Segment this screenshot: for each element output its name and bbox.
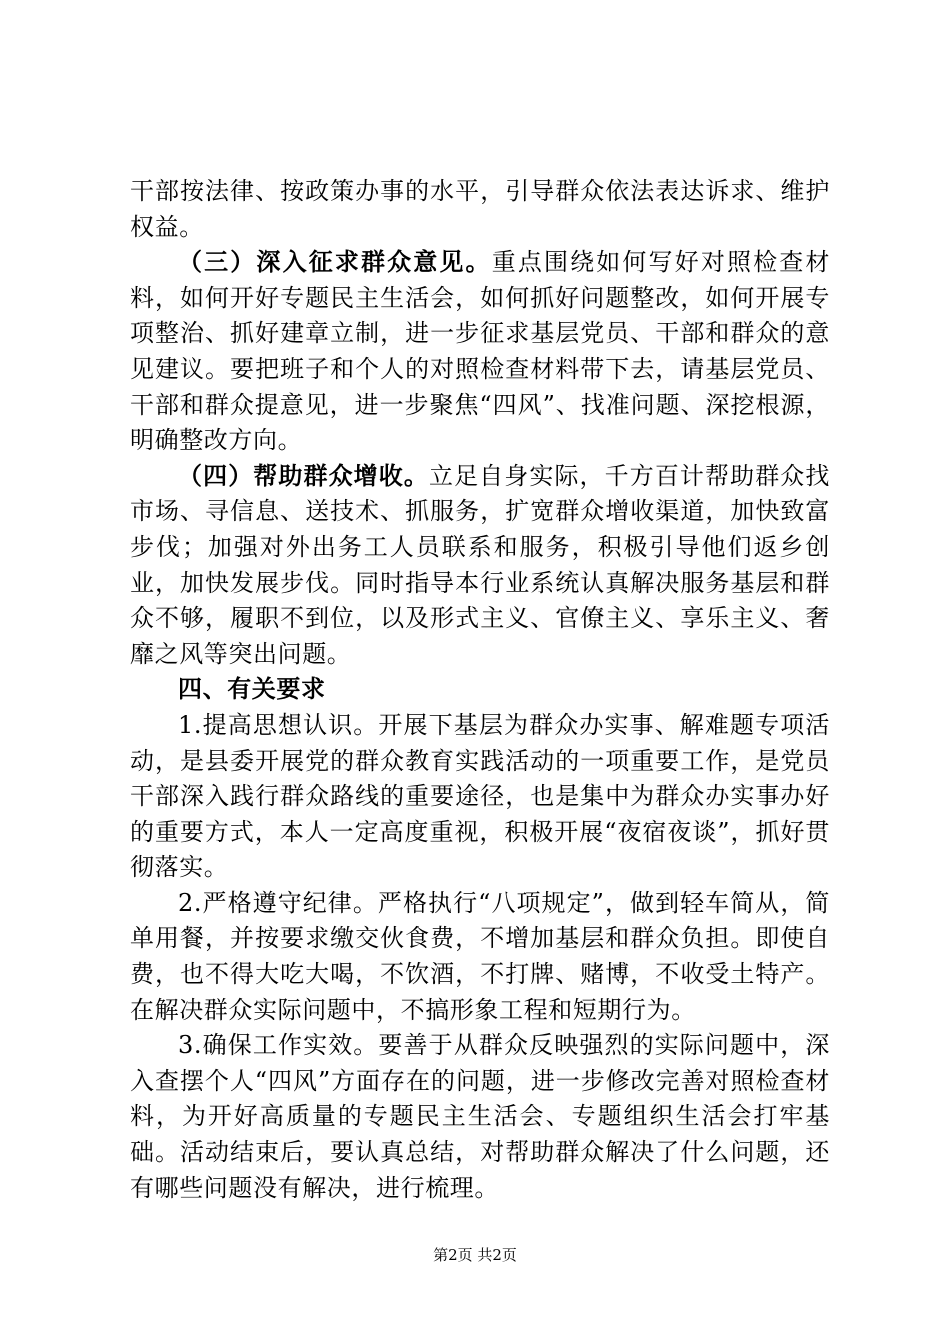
page-footer: 第2页 共2页 — [433, 1246, 517, 1264]
paragraph-continuation — [130, 174, 830, 245]
paragraph-lead: （三）深入征求群众意见。 — [178, 248, 492, 277]
requirement-item: 1.提高思想认识。开展下基层为群众办实事、解难题专项活动，是县委开展党的群众教育实践活动的一项重要工作，是党员干部深入践行群众路线的重要途径，也是集中为群众办实事办好的重要方式，本人一定高度重视，积极开展“夜宿夜谈”，抓好贯彻落实。 — [130, 710, 830, 882]
paragraph-help-income — [130, 459, 830, 673]
requirement-item: 3.确保工作实效。要善于从群众反映强烈的实际问题中，深入查摆个人“四风”方面存在的问题，进一步修改完善对照检查材料，为开好高质量的专题民主生活会、专题组织生活会打牢基础。活动结束后，要认真总结，对帮助群众解决了什么问题，还有哪些问题没有解决，进行梳理。 — [130, 1031, 830, 1202]
paragraph-text: 重点围绕如何写好对照检查材料，如何开好专题民主生活会，如何抓好问题整改，如何开展专项整治、抓好建章立制，进一步征求基层党员、干部和群众的意见建议。要把班子和个人的对照检查材料带下去，请基层党员、干部和群众提意见，进一步聚焦“四风”、找准问题、深挖根源，明确整改方向。 — [130, 248, 830, 455]
paragraph-lead: （四）帮助群众增收。 — [178, 461, 429, 490]
document-body — [130, 174, 830, 1206]
paragraph-text: 立足自身实际，千方百计帮助群众找市场、寻信息、送技术、抓服务，扩宽群众增收渠道，加快致富步伐；加强对外出务工人员联系和服务，积极引导他们返乡创业，加快发展步伐。同时指导本行业系统认真解决服务基层和群众不够，履职不到位，以及形式主义、官僚主义、享乐主义、奢靡之风等突出问题。 — [130, 461, 831, 668]
paragraph-solicit-opinions — [130, 245, 830, 459]
section-heading: 四、有关要求 — [178, 675, 326, 704]
requirement-item: 2.严格遵守纪律。严格执行“八项规定”，做到轻车简从，简单用餐，并按要求缴交伙食费，不增加基层和群众负担。即使自费，也不得大吃大喝，不饮酒，不打牌、赌博，不收受土特产。在解决群众实际问题中，不搞形象工程和短期行为。 — [130, 888, 830, 1024]
paragraph-text: 干部按法律、按政策办事的水平，引导群众依法表达诉求、维护权益。 — [130, 177, 830, 241]
